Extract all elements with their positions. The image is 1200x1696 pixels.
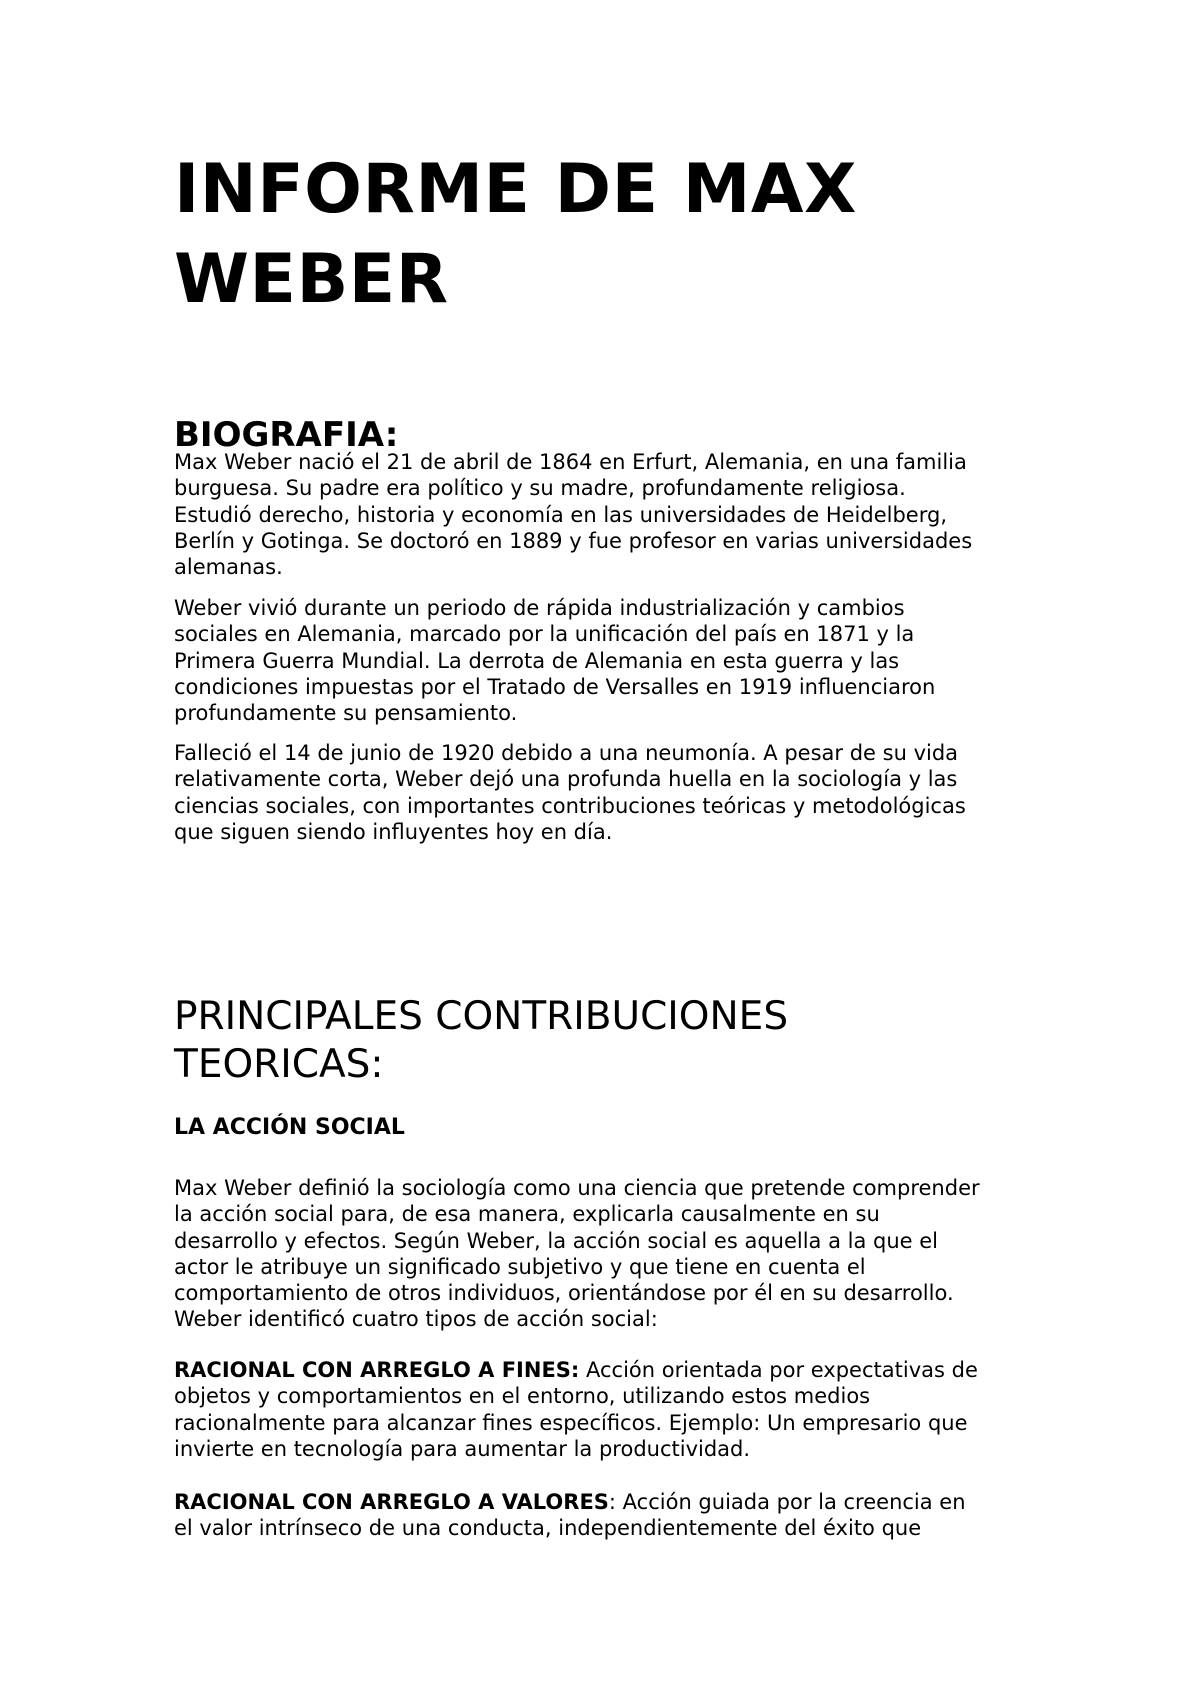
biography-paragraph-1: Max Weber nació el 21 de abril de 1864 en Erfurt, Alemania, en una familia burguesa. Su padre era político y su madre, profundamente religiosa. Estudió derecho, historia y economía en las universidades de Heidelberg, Berlín y Gotinga. Se doctoró en 1889 y fue profesor en varias universidades alemanas. — [174, 450, 973, 580]
social-action-intro: Max Weber definió la sociología como una ciencia que pretende comprender la acción social para, de esa manera, explicarla causalmente en su desarrollo y efectos. Según Weber, la acción social es aquella a la que el actor le atribuye un significado subjetivo y que tiene en cuenta el comportamiento de otros individuos, orientándose por él en su desarrollo. Weber identificó cuatro tipos de acción social: — [174, 1176, 980, 1332]
biography-paragraph-2: Weber vivió durante un periodo de rápida industrialización y cambios sociales en Alemania, marcado por la unificación del país en 1871 y la Primera Guerra Mundial. La derrota de Alemania en esta guerra y las condiciones impuestas por el Tratado de Versalles en 1919 influenciaron profundamente su pensamiento. — [174, 596, 936, 726]
contributions-heading: PRINCIPALES CONTRIBUCIONES TEORICAS: — [174, 994, 789, 1087]
action-type-item — [174, 1357, 1044, 1462]
social-action-subheading: LA ACCIÓN SOCIAL — [174, 1115, 405, 1140]
action-type-item — [174, 1489, 1044, 1542]
action-type-term: RACIONAL CON ARREGLO A FINES: — [174, 1358, 580, 1382]
action-type-description: Acción orientada por expectativas de objetos y comportamientos en el entorno, utilizando estos medios racionalmente para alcanzar fines específicos. Ejemplo: Un empresario que invierte en tecnología para aumentar la productividad. — [174, 1358, 978, 1461]
biography-heading: BIOGRAFIA: — [174, 415, 399, 455]
action-type-term: RACIONAL CON ARREGLO A VALORES — [174, 1490, 609, 1514]
biography-paragraph-3: Falleció el 14 de junio de 1920 debido a una neumonía. A pesar de su vida relativamente corta, Weber dejó una profunda huella en la sociología y las ciencias sociales, con importantes contribuciones teóricas y metodológicas que siguen siendo influyentes hoy en día. — [174, 741, 966, 844]
action-type-description: : Acción guiada por la creencia en el valor intrínseco de una conducta, independientemente del éxito que — [174, 1490, 966, 1541]
document-title: INFORME DE MAX WEBER — [174, 150, 857, 319]
